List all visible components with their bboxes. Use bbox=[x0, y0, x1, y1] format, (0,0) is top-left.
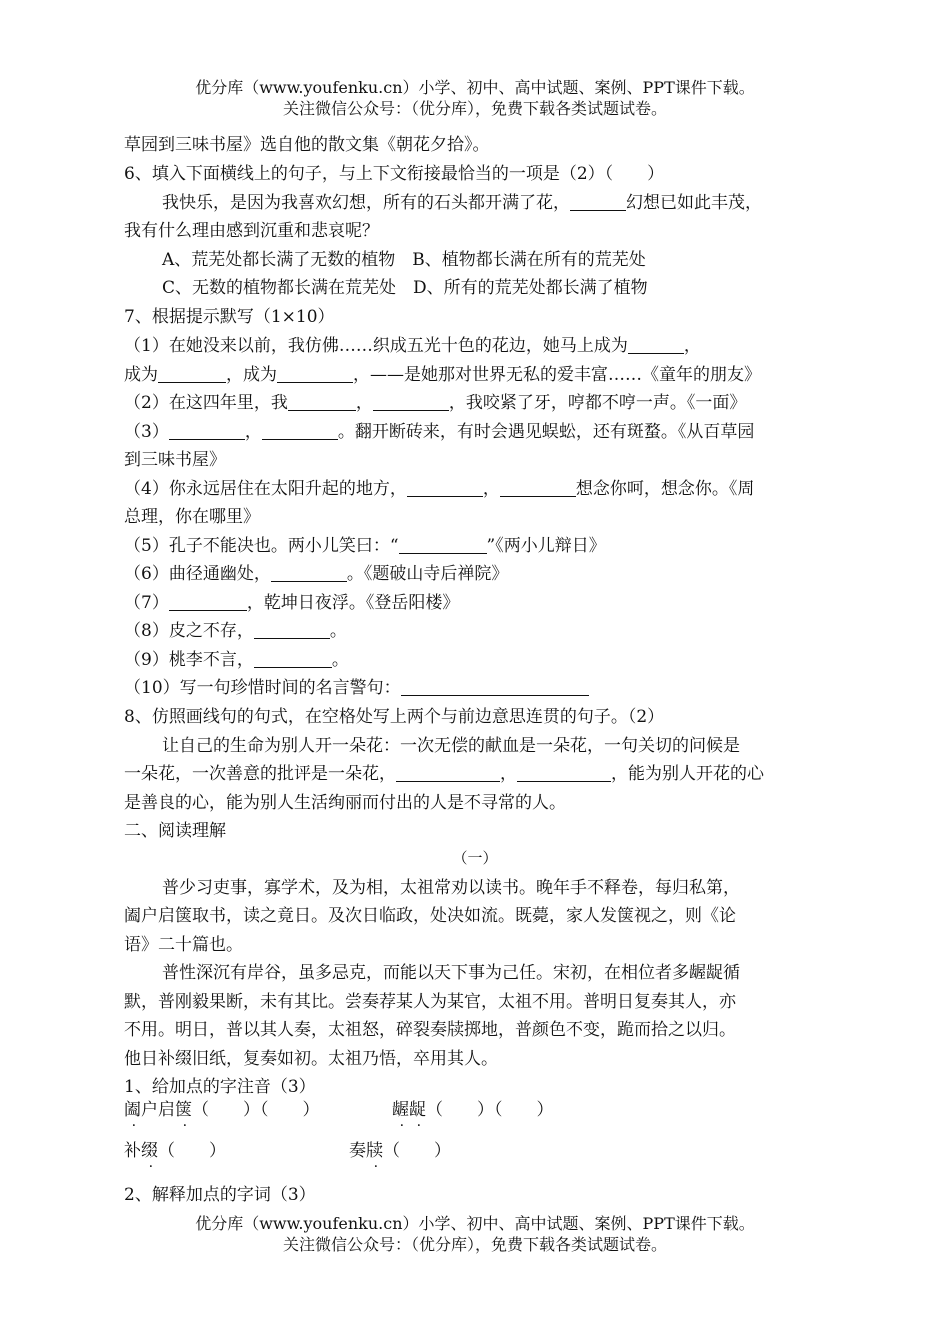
pinyin-item-3: 补缀（ ） bbox=[124, 1141, 226, 1161]
continuation-line: 草园到三味书屋》选自他的散文集《朝花夕拾》。 bbox=[124, 135, 490, 155]
blank bbox=[169, 592, 247, 611]
reading-q1-title: 1、给加点的字注音（3） bbox=[124, 1077, 316, 1097]
passage-para2-line-3: 不用。明日，普以其人奏，太祖怒，碎裂奏牍掷地，普颜色不变，跪而拾之以归。 bbox=[124, 1020, 736, 1040]
q8-title: 8、仿照画线句的句式，在空格处写上两个与前边意思连贯的句子。（2） bbox=[124, 707, 665, 727]
dotted-char: 箧 bbox=[175, 1100, 192, 1120]
q6-title: 6、填入下面横线上的句子，与上下文衔接最恰当的一项是（2）（ ） bbox=[124, 164, 665, 184]
q6-options-cd: C、无数的植物都长满在荒芜处 D、所有的荒芜处都长满了植物 bbox=[162, 278, 648, 298]
reading-q2-title: 2、解释加点的字词（3） bbox=[124, 1185, 316, 1205]
blank bbox=[500, 478, 576, 497]
passage-para1-line-1: 普少习吏事，寡学术，及为相，太祖常劝以读书。晚年手不释卷，每归私第， bbox=[162, 878, 740, 898]
blank bbox=[401, 677, 589, 696]
section-2-title: 二、阅读理解 bbox=[124, 821, 226, 841]
q6-text-line-1: 我快乐，是因为我喜欢幻想，所有的石头都开满了花， 幻想已如此丰茂， bbox=[162, 193, 762, 213]
q7-item-1b: 成为 ，成为 ，——是她那对世界无私的爱丰富……《童年的朋友》 bbox=[124, 365, 761, 385]
passage-para2-line-4: 他日补缀旧纸，复奏如初。太祖乃悟，卒用其人。 bbox=[124, 1049, 498, 1069]
blank bbox=[396, 763, 500, 782]
blank bbox=[628, 335, 684, 354]
blank bbox=[254, 649, 332, 668]
header-line-2: 关注微信公众号：（优分库），免费下载各类试题试卷。 bbox=[282, 99, 667, 118]
passage-para1-line-2: 阖户启箧取书，读之竟日。及次日临政，处决如流。既薨，家人发箧视之，则《论 bbox=[124, 906, 736, 926]
footer-line-2: 关注微信公众号：（优分库），免费下载各类试题试卷。 bbox=[282, 1235, 667, 1254]
q7-item-3: （3） ， 。翻开断砖来，有时会遇见蜈蚣，还有斑蝥。《从百草园 bbox=[124, 422, 755, 442]
q8-line-3: 是善良的心，能为别人生活绚丽而付出的人是不寻常的人。 bbox=[124, 793, 566, 813]
q7-item-10: （10）写一句珍惜时间的名言警句： bbox=[124, 676, 589, 700]
passage-number: （一） bbox=[452, 849, 498, 867]
q7-item-4: （4）你永远居住在太阳升起的地方， ， 想念你呵，想念你。《周 bbox=[124, 479, 755, 499]
q7-item-4-cont: 总理，你在哪里》 bbox=[124, 507, 260, 527]
blank bbox=[277, 364, 353, 383]
pinyin-item-2: 龌龊（ ）（ ） bbox=[392, 1100, 554, 1120]
pinyin-item-1: 阖户启箧（ ）（ ） bbox=[124, 1100, 320, 1120]
footer-line-1: 优分库（www.youfenku.cn）小学、初中、高中试题、案例、PPT课件下载。 bbox=[195, 1214, 755, 1233]
passage-para2-line-1: 普性深沉有岸谷，虽多忌克，而能以天下事为己任。宋初，在相位者多龌龊循 bbox=[162, 963, 740, 983]
q7-item-3-cont: 到三味书屋》 bbox=[124, 450, 226, 470]
dotted-char: 牍 bbox=[366, 1141, 383, 1161]
blank bbox=[517, 763, 611, 782]
q7-item-8: （8）皮之不存， 。 bbox=[124, 621, 347, 641]
q8-line-1: 让自己的生命为别人开一朵花：一次无偿的献血是一朵花，一句关切的问候是 bbox=[162, 736, 740, 756]
blank bbox=[254, 620, 330, 639]
q7-item-7: （7） ，乾坤日夜浮。《登岳阳楼》 bbox=[124, 593, 460, 613]
dotted-char: 阖 bbox=[124, 1100, 141, 1120]
q7-item-6: （6）曲径通幽处， 。《题破山寺后禅院》 bbox=[124, 564, 509, 584]
pinyin-item-4: 奏牍（ ） bbox=[349, 1141, 451, 1161]
q6-options-ab: A、荒芜处都长满了无数的植物 B、植物都长满在所有的荒芜处 bbox=[162, 250, 646, 270]
blank bbox=[262, 421, 338, 440]
dotted-char: 龊 bbox=[409, 1100, 426, 1120]
header-line-1: 优分库（www.youfenku.cn）小学、初中、高中试题、案例、PPT课件下载。 bbox=[195, 78, 755, 97]
blank bbox=[407, 478, 483, 497]
blank bbox=[271, 563, 347, 582]
blank bbox=[570, 192, 626, 211]
q7-item-2: （2）在这四年里，我 ， ，我咬紧了牙，哼都不哼一声。《一面》 bbox=[124, 393, 747, 413]
blank bbox=[169, 421, 245, 440]
blank bbox=[158, 364, 226, 383]
q6-text-line-2: 我有什么理由感到沉重和悲哀呢？ bbox=[124, 221, 379, 241]
passage-para2-line-2: 默，普刚毅果断，未有其比。尝奏荐某人为某官，太祖不用。普明日复奏其人，亦 bbox=[124, 992, 736, 1012]
blank bbox=[373, 392, 449, 411]
dotted-char: 缀 bbox=[141, 1141, 158, 1161]
q7-item-9: （9）桃李不言， 。 bbox=[124, 650, 349, 670]
blank bbox=[399, 535, 487, 554]
q7-item-1a: （1）在她没来以前，我仿佛……织成五光十色的花边，她马上成为 ， bbox=[124, 336, 701, 356]
blank bbox=[288, 392, 356, 411]
q7-title: 7、根据提示默写（1×10） bbox=[124, 307, 335, 327]
passage-para1-line-3: 语》二十篇也。 bbox=[124, 935, 243, 955]
q8-line-2: 一朵花，一次善意的批评是一朵花， ， ，能为别人开花的心 bbox=[124, 764, 764, 784]
dotted-char: 龌 bbox=[392, 1100, 409, 1120]
q7-item-5: （5）孔子不能决也。两小儿笑曰：“ ”《两小儿辩日》 bbox=[124, 536, 606, 556]
